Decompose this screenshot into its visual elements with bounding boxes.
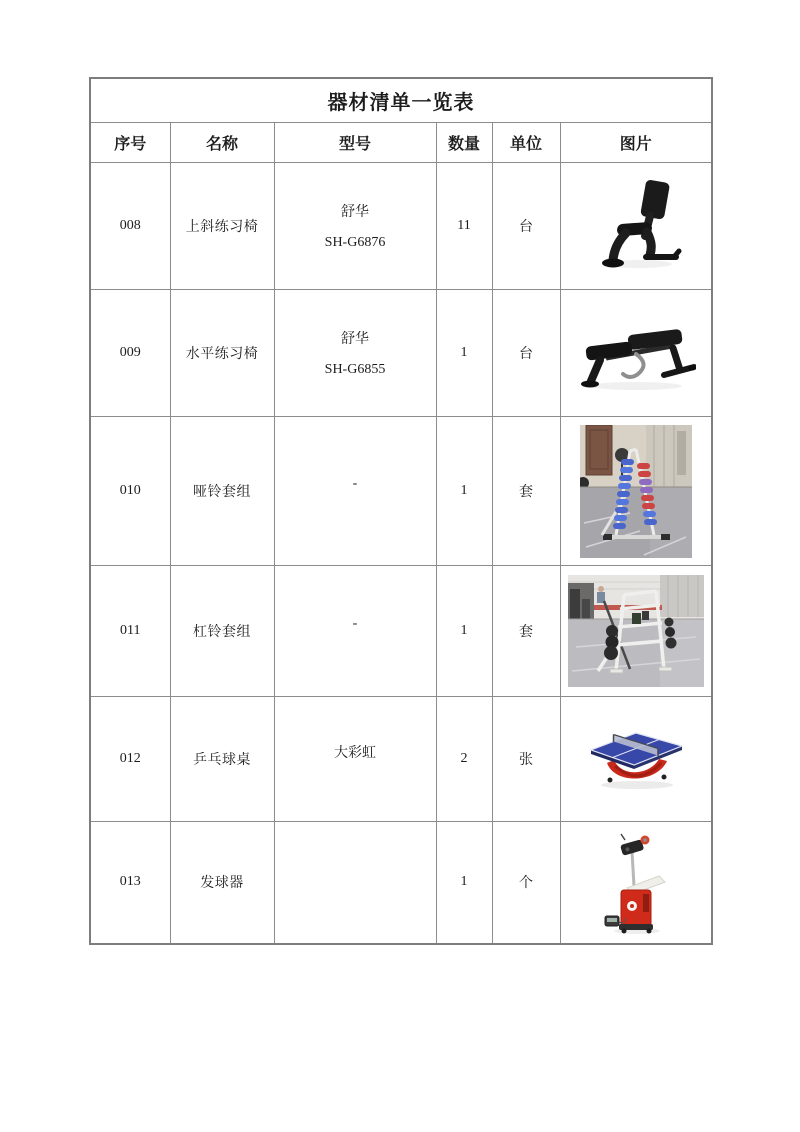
row-qty: 2 [436,697,492,822]
table-row [90,417,712,566]
table-header-row [90,123,712,163]
row-model: - [274,566,436,697]
row-image-cell [560,566,712,697]
row-image-cell [560,822,712,944]
row-image-cell [560,697,712,822]
table-row [90,822,712,944]
row-name: 杠铃套组 [170,566,274,697]
row-name: 上斜练习椅 [170,163,274,290]
column-header-image: 图片 [560,123,712,163]
row-model: - [274,417,436,566]
row-unit: 套 [492,417,560,566]
row-name: 乒乓球桌 [170,697,274,822]
row-no: 009 [90,290,170,417]
row-qty: 11 [436,163,492,290]
table-title: 器材清单一览表 [327,92,475,114]
column-header-model: 型号 [274,123,436,163]
row-name: 哑铃套组 [170,417,274,566]
row-no: 011 [90,566,170,697]
row-qty: 1 [436,417,492,566]
column-header-unit: 单位 [492,123,560,163]
table-title-row [90,78,712,123]
row-unit: 张 [492,697,560,822]
row-name: 水平练习椅 [170,290,274,417]
table-row [90,697,712,822]
row-unit: 台 [492,163,560,290]
row-model: 大彩虹 [274,697,436,822]
row-name: 发球器 [170,822,274,944]
row-qty: 1 [436,822,492,944]
column-header-qty: 数量 [436,123,492,163]
dumbbell-rack-photo [580,425,692,558]
row-model: 舒华 SH-G6855 [274,290,436,417]
table-row [90,290,712,417]
row-qty: 1 [436,566,492,697]
ping-pong-table-image [581,719,691,799]
column-header-name: 名称 [170,123,274,163]
row-no: 012 [90,697,170,822]
row-no: 008 [90,163,170,290]
row-image-cell [560,163,712,290]
incline-exercise-chair-image [586,176,686,276]
row-model [274,822,436,944]
row-no: 010 [90,417,170,566]
row-unit: 个 [492,822,560,944]
row-unit: 台 [492,290,560,417]
ball-serving-machine-image [601,828,671,936]
row-unit: 套 [492,566,560,697]
row-image-cell [560,417,712,566]
row-image-cell [560,290,712,417]
row-qty: 1 [436,290,492,417]
table-row [90,566,712,697]
row-model: 舒华 SH-G6876 [274,163,436,290]
flat-exercise-bench-image [576,308,696,398]
table-row [90,163,712,290]
equipment-table [89,77,713,945]
barbell-rack-photo [568,575,704,687]
column-header-no: 序号 [90,123,170,163]
row-no: 013 [90,822,170,944]
